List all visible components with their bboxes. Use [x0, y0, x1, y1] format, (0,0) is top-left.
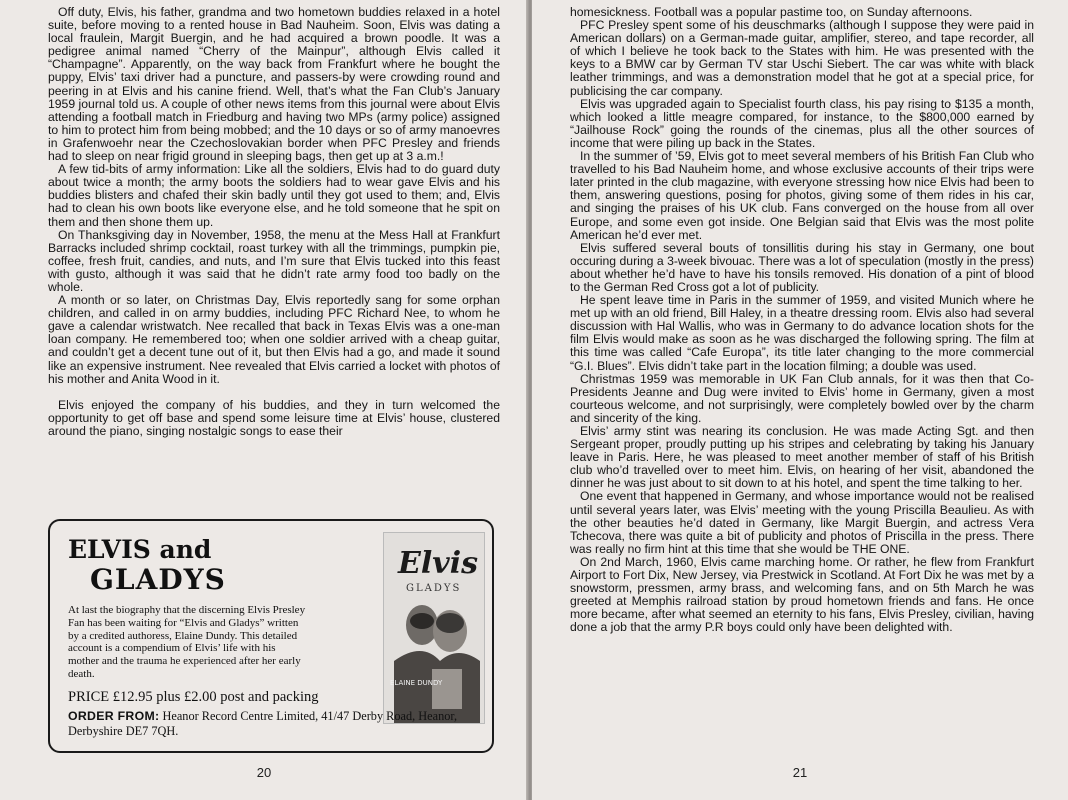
cover-author: ELAINE DUNDY — [390, 679, 443, 687]
cover-script-title: Elvis — [398, 546, 478, 581]
paragraph: Elvis suffered several bouts of tonsillitis during his stay in Germany, one bout occuring during a 3-week bivouac. There was a lot of speculation (mostly in the press) about whether he’d have to have his tonsils removed. His donation of a pint of blood to the German Red Cross got a lot of publicity. — [570, 240, 1034, 294]
paragraph: One event that happened in Germany, and whose importance would not be realised until several years later, was Elvis’ meeting with the young Priscilla Beaulieu. As with the other beauties he’d dated in Germany, like Margit Buergin, and actress Vera Tchecova, there was quite a bit of publicity and photos of Priscilla in the press. There was really no firm hint at this time that she would be THE ONE. — [570, 489, 1034, 556]
paragraph: Elvis’ army stint was nearing its conclusion. He was made Acting Sgt. and then Sergeant proper, proudly putting up his stripes and celebrating by taking his January leave in Paris. Here, he was pleased to meet another member of staff of his British club who’d travelled over to meet him. Elvis, on hearing of her visit, abandoned the dinner he was just about to sit down to at his hotel, and spent the time talking to her. — [570, 424, 1034, 491]
paragraph: Elvis was upgraded again to Specialist fourth class, his pay rising to $135 a month, which looked a little meagre compared, for instance, to the $800,000 earned by “Jailhouse Rock” going the rounds of the cinemas, plus all the other sources of income that were piling up back in the States. — [570, 96, 1034, 150]
order-label: ORDER FROM: — [68, 709, 160, 723]
advert-order-info — [68, 709, 488, 739]
paragraph: He spent leave time in Paris in the summer of 1959, and visited Munich where he met up with an old friend, Bill Haley, in a theatre dressing room. Elvis also had several discussion with Hal Wallis, who was in Germany to do advance location shots for the film Elvis would make as soon as he was discharged the following spring. The film at this time was called “Cafe Europa”, its title later changing to the more commercial “G.I. Blues”. Elvis didn’t take part in the location filming; a double was used. — [570, 293, 1034, 373]
left-page — [0, 0, 528, 800]
cover-subtitle: GLADYS — [406, 583, 462, 594]
book-cover-image — [383, 532, 485, 724]
paragraph: A few tid-bits of army information: Like all the soldiers, Elvis had to do guard duty about twice a month; the army boots the soldiers had to wear gave Elvis and his buddies blisters and chafed their skin badly until they got used to them; and, Elvis had to clean his own boots like everyone else, and he told someone that he spit on them and then shone them up. — [48, 162, 500, 229]
right-text-column — [570, 6, 1034, 635]
advert-price: PRICE £12.95 plus £2.00 post and packing — [68, 689, 319, 705]
paragraph: Elvis enjoyed the company of his buddies, and they in turn welcomed the opportunity to get off base and spend some leisure time at Elvis’ house, clustered around the piano, singing nostalgic songs to ease their — [48, 397, 500, 438]
paragraph: On Thanksgiving day in November, 1958, the menu at the Mess Hall at Frankfurt Barracks included shrimp cocktail, roast turkey with all the trimmings, pumpkin pie, coffee, fresh fruit, candies, and nuts, and I’m sure that Elvis tucked into this feast with gusto, although it was said that he didn’t rate army food too badly on the whole. — [48, 227, 500, 294]
paragraph: In the summer of ’59, Elvis got to meet several members of his British Fan Club who travelled to his Bad Nauheim home, and whose exclusive accounts of their trips were later printed in the club magazine, with everyone stressing how nice Elvis had been to them, answering questions, posing for photos, giving some of them rides in his car, and singing the praises of his UK club. Fans converged on the house from all over Europe, and some even got inside. One Belgian said that Elvis was the most polite American he’d ever met. — [570, 149, 1034, 242]
right-page — [532, 0, 1068, 800]
paragraph: A month or so later, on Christmas Day, Elvis reportedly sang for some orphan children, and called in on army buddies, including PFC Richard Nee, to whom he gave a calendar wristwatch. Nee recalled that back in Texas Elvis was a one-man loan company. He remembered too; when one soldier arrived with a cheap guitar, and couldn’t get a decent tune out of it, but then Elvis had a go, and made it sound like an expensive instrument. Nee revealed that Elvis carried a locket with photos of his mother and Anita Wood in it. — [48, 293, 500, 386]
paragraph: On 2nd March, 1960, Elvis came marching home. Or rather, he flew from Frankfurt Airport to Fort Dix, New Jersey, via Prestwick in Scotland. At Fort Dix he was met by a snowstorm, pressmen, army brass, and welcoming fans, and on 5th March he was greeted at Memphis railroad station by proud hometown friends and fans. He once more became, after what seemed an eternity to his fans, Elvis Presley, civilian, having done a job that the army P.R boys could only have been delighted with. — [570, 554, 1034, 635]
paragraph: PFC Presley spent some of his deuschmarks (although I suppose they were paid in American dollars) on a German-made guitar, amplifier, stereo, and tape recorder, all of which I believe he took back to the States with him. He was presented with the keys to a BMW car by German TV star Uschi Siebert. The car was white with black leather trimmings, and was a demonstration model that he got at a special price, for publicising the car company. — [570, 18, 1034, 98]
book-cover-illustration — [384, 533, 484, 723]
book-advert — [48, 519, 494, 753]
left-text-column — [48, 6, 500, 438]
order-address: Heanor Record Centre Limited, 41/47 Derby Road, Heanor, Derbyshire DE7 7QH. — [68, 709, 458, 738]
page-number-left: 20 — [256, 765, 272, 780]
paragraph: Christmas 1959 was memorable in UK Fan Club annals, for it was then that Co-Presidents Jeanne and Dug were invited to Elvis’ home in Germany, given a most courteous welcome, and not surprisingly, were completely bowled over by the charm and sincerity of the king. — [570, 371, 1034, 425]
advert-title-line2: GLADYS — [90, 563, 226, 596]
paragraph: homesickness. Football was a popular pastime too, on Sunday afternoons. — [570, 5, 973, 19]
paragraph: Off duty, Elvis, his father, grandma and two hometown buddies relaxed in a hotel suite, before moving to a rented house in Bad Nauheim. Soon, Elvis was dating a local fraulein, Margit Buergin, and he had acquired a brown poodle. It was a pedigree animal named “Cherry of the Mainpur”, although Elvis called it “Champagne”. Apparently, on the way back from Frankfurt where he bought the puppy, Elvis’ taxi driver had a puncture, and passers-by were crowding round and peering in at Elvis and his canine friend. Well, that’s what the Fan Club’s January 1959 journal told us. A couple of other news items from this journal were about Elvis attending a football match in Friedburg and having two MPs (army police) assigned to him to protect him from being mobbed; and the 10 days or so of army manoevres in Grafenwoehr near the Czechoslovakian border when PFC Presley and friends had to sleep on near frigid ground in sleeping bags, then get up at 3 a.m.! — [48, 5, 500, 164]
advert-title — [68, 535, 226, 595]
advert-description: At last the biography that the discerning Elvis Presley Fan has been waiting for “Elvis and Gladys” written by a credited authoress, Elaine Dundy. This detailed account is a compendium of Elvis’ life with his mother and the trauma he experienced after her early death. — [68, 604, 306, 680]
page-number-right: 21 — [792, 765, 808, 780]
advert-title-line1: ELVIS and — [68, 535, 212, 564]
